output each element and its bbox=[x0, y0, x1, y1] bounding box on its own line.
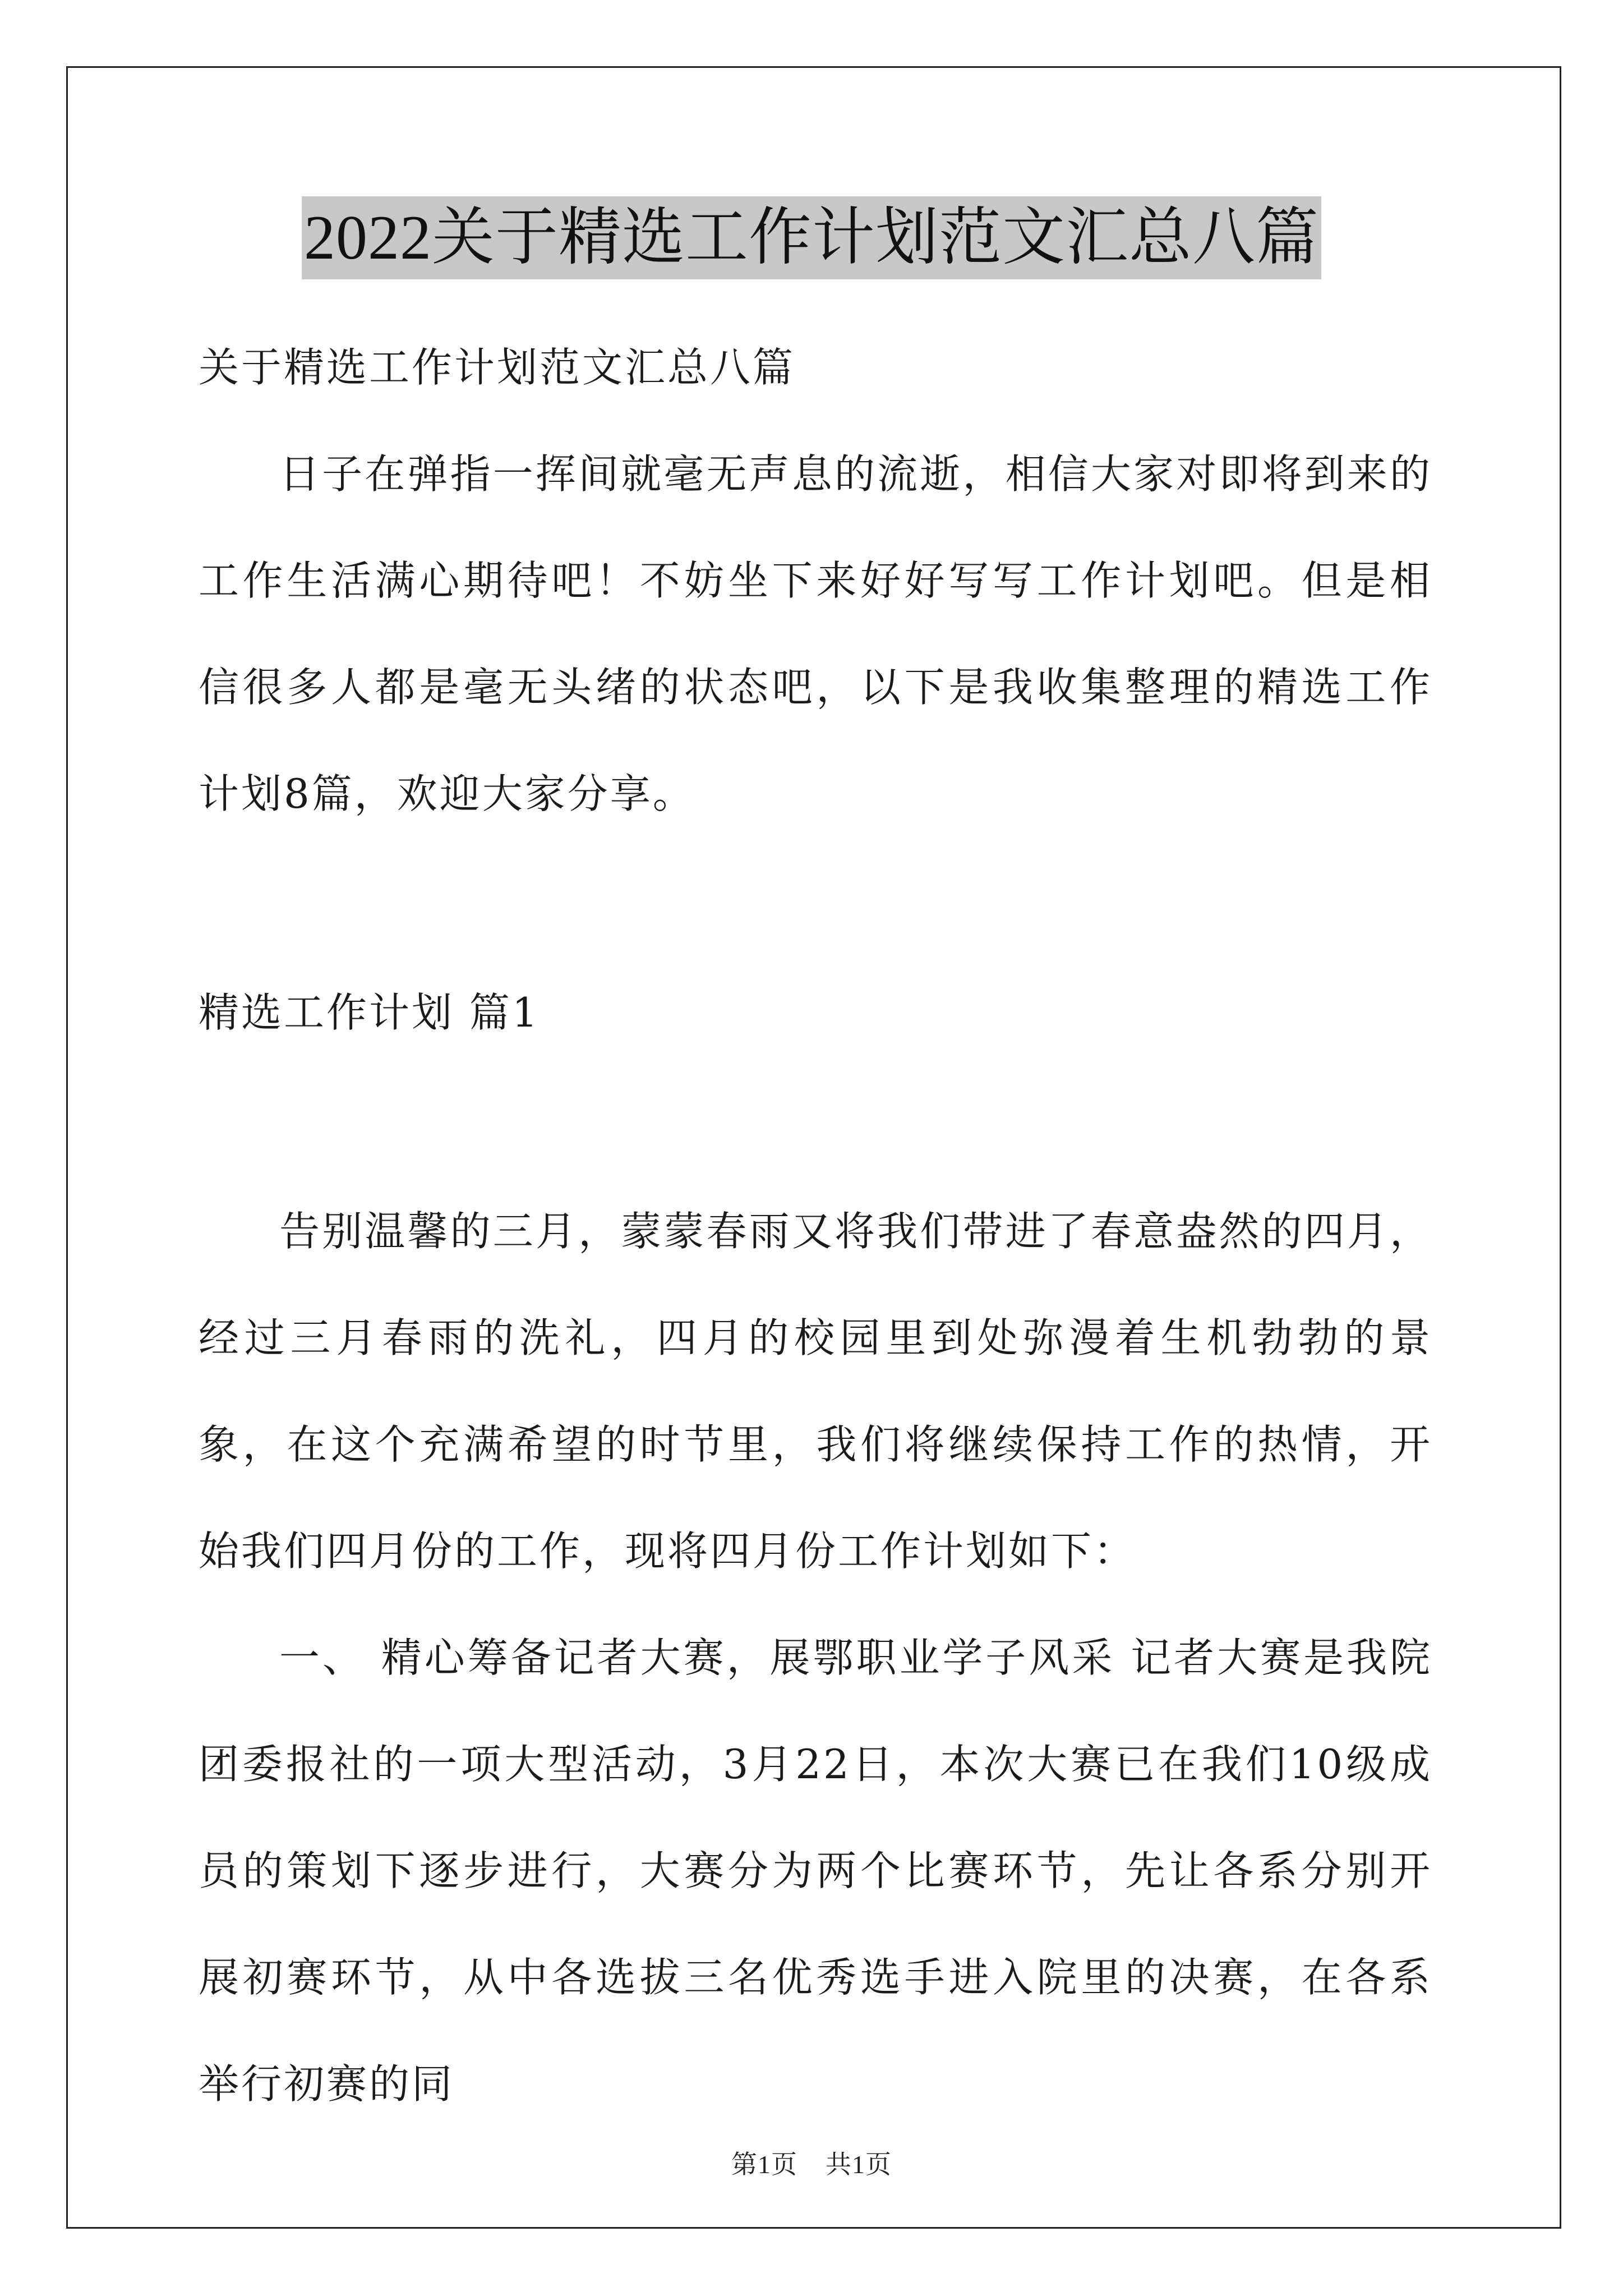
body-paragraph-2: 一、 精心筹备记者大赛，展鄂职业学子风采 记者大赛是我院团委报社的一项大型活动，3月22日，本次大赛已在我们10级成员的策划下逐步进行，大赛分为两个比赛环节，先让各系分别开展初赛环节，从中各选拔三名优秀选手进入院里的决赛，在各系举行初赛的同 bbox=[199, 1634, 1432, 2108]
intro-paragraph: 日子在弹指一挥间就毫无声息的流逝，相信大家对即将到来的工作生活满心期待吧！不妨坐下来好好写写工作计划吧。但是相信很多人都是毫无头绪的状态吧，以下是我收集整理的精选工作计划8篇，欢迎大家分享。 bbox=[199, 450, 1432, 817]
title-container bbox=[0, 196, 1623, 279]
page-footer bbox=[0, 2144, 1623, 2181]
page-number: 第1页 bbox=[731, 2150, 797, 2179]
document-title: 2022关于精选工作计划范文汇总八篇 bbox=[302, 196, 1321, 279]
page-total: 共1页 bbox=[826, 2150, 892, 2179]
section-spacer bbox=[199, 1066, 1432, 1178]
document-body bbox=[199, 314, 1432, 2137]
document-subtitle: 关于精选工作计划范文汇总八篇 bbox=[199, 344, 796, 391]
body-paragraph-1: 告别温馨的三月，蒙蒙春雨又将我们带进了春意盎然的四月，经过三月春雨的洗礼，四月的校园里到处弥漫着生机勃勃的景象，在这个充满希望的时节里，我们将继续保持工作的热情，开始我们四月份的工作，现将四月份工作计划如下： bbox=[199, 1208, 1432, 1575]
section-heading: 精选工作计划 篇1 bbox=[199, 989, 540, 1036]
